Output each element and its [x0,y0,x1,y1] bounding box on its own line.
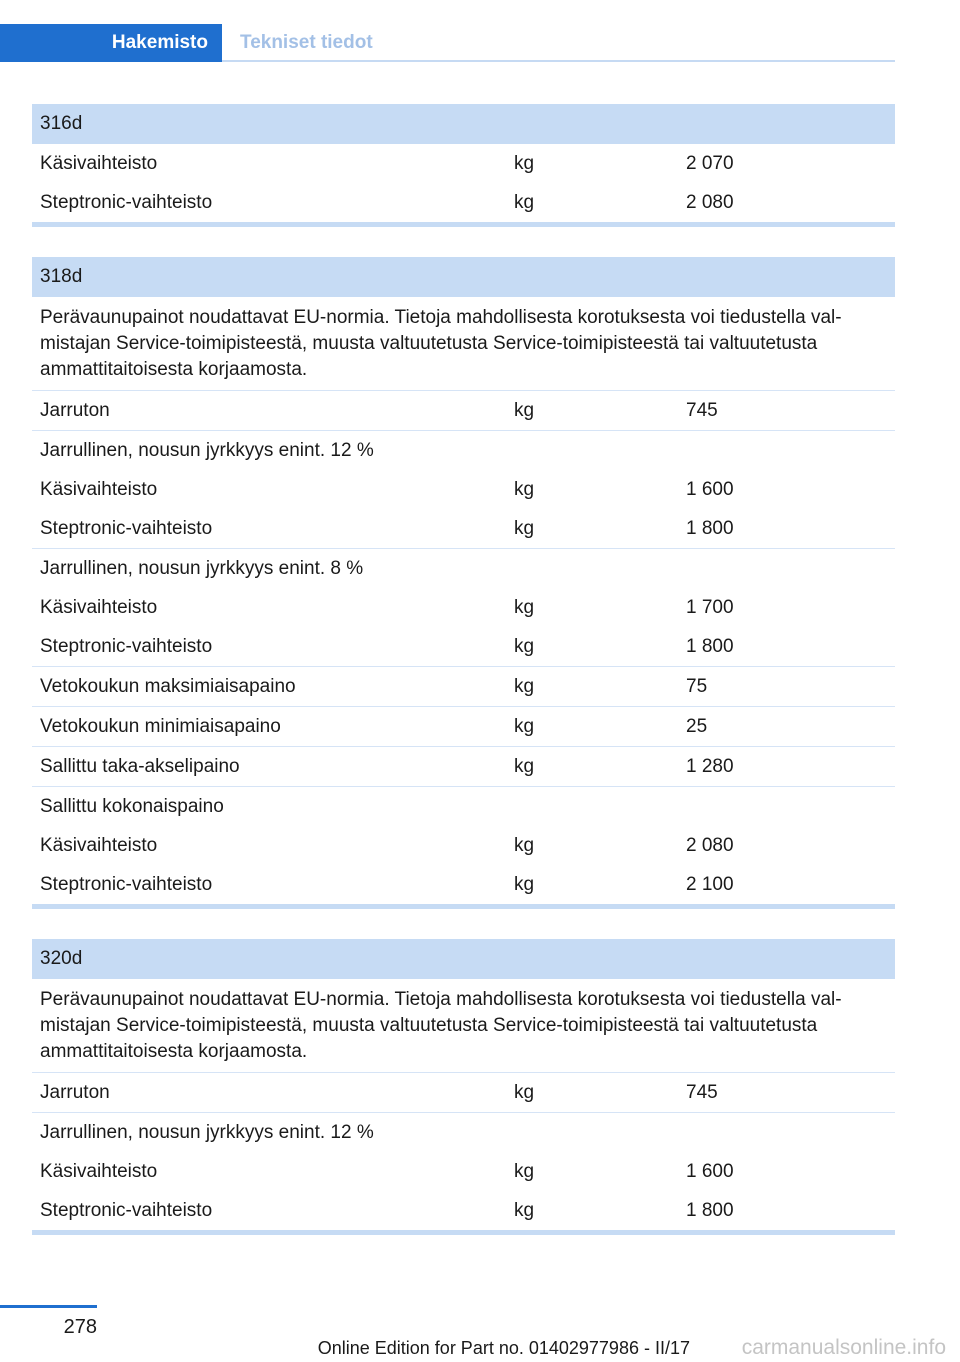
row-value: 1 280 [686,755,734,777]
edition-text: Online Edition for Part no. 01402977986 - II/17 [317,1338,690,1358]
row-label: Vetokoukun minimiaisapaino [40,715,281,737]
table-row [32,1112,895,1152]
tab-tekniset-tiedot[interactable]: Tekniset tiedot [240,32,373,53]
table-row [32,746,895,786]
row-value: 2 100 [686,873,734,895]
row-label: Sallittu kokonaispaino [40,795,224,817]
row-unit: kg [514,152,535,174]
table-row [32,627,895,666]
row-unit: kg [514,596,535,618]
row-unit: kg [514,1199,535,1221]
spec-section [32,257,895,909]
row-unit: kg [514,715,535,737]
table-row [32,865,895,904]
table-row [32,666,895,706]
row-label: Käsivaihteisto [40,1160,158,1182]
section-note: Perävaunupainot noudattavat EU-normia. Tietoja mahdollisesta korotuksesta voi tiedustella valmistajan Service-toimipisteestä, muusta valtuutetusta Service-toimipisteestä tai valtuutetusta ammattitaitoisesta korjaamosta. [40,307,842,380]
row-value: 745 [686,1081,718,1103]
row-unit: kg [514,478,535,500]
spec-section [32,104,895,227]
row-value: 2 080 [686,834,734,856]
row-label: Steptronic-vaihteisto [40,1199,213,1221]
row-unit: kg [514,517,535,539]
row-value: 2 070 [686,152,734,174]
page-number: 278 [63,1316,97,1338]
table-row [32,509,895,548]
row-label: Käsivaihteisto [40,834,158,856]
row-label: Käsivaihteisto [40,596,158,618]
row-label: Steptronic-vaihteisto [40,517,213,539]
tab-bar [0,24,895,62]
row-value: 25 [686,715,708,737]
section-end-rule [32,904,895,909]
row-unit: kg [514,1160,535,1182]
row-unit: kg [514,1081,535,1103]
table-row [32,1072,895,1112]
row-label: Jarruton [40,399,110,421]
row-label: Vetokoukun maksimiaisapaino [40,675,296,697]
table-row [32,1152,895,1191]
section-title: 318d [32,257,895,297]
section-end-rule [32,222,895,227]
row-value: 1 800 [686,517,734,539]
table-row [32,430,895,470]
section-end-rule [32,1230,895,1235]
row-label: Jarrullinen, nousun jyrkkyys enint. 12 % [40,439,374,461]
row-value: 75 [686,675,708,697]
table-row [32,786,895,826]
footer-accent-bar [0,1305,97,1308]
tab-hakemisto[interactable]: Hakemisto [0,24,222,62]
row-unit: kg [514,834,535,856]
row-label: Jarrullinen, nousun jyrkkyys enint. 12 % [40,1121,374,1143]
table-row [32,706,895,746]
row-unit: kg [514,755,535,777]
row-unit: kg [514,191,535,213]
table-row [32,548,895,588]
row-label: Steptronic-vaihteisto [40,191,213,213]
row-value: 1 600 [686,1160,734,1182]
table-row [32,470,895,509]
row-label: Käsivaihteisto [40,478,158,500]
row-unit: kg [514,399,535,421]
spec-section [32,939,895,1235]
table-row [32,826,895,865]
row-value: 1 700 [686,596,734,618]
table-row [32,588,895,627]
table-row [32,144,895,183]
row-value: 1 800 [686,1199,734,1221]
row-unit: kg [514,873,535,895]
row-label: Steptronic-vaihteisto [40,873,213,895]
watermark: carmanualsonline.info [741,1336,946,1359]
row-label: Jarrullinen, nousun jyrkkyys enint. 8 % [40,557,364,579]
row-unit: kg [514,635,535,657]
row-label: Käsivaihteisto [40,152,158,174]
section-title: 316d [32,104,895,144]
row-value: 2 080 [686,191,734,213]
row-value: 1 800 [686,635,734,657]
row-unit: kg [514,675,535,697]
row-label: Steptronic-vaihteisto [40,635,213,657]
section-note: Perävaunupainot noudattavat EU-normia. Tietoja mahdollisesta korotuksesta voi tiedustella valmistajan Service-toimipisteestä, muusta valtuutetusta Service-toimipisteestä tai valtuutetusta ammattitaitoisesta korjaamosta. [40,989,842,1062]
table-row [32,183,895,222]
table-row [32,390,895,430]
row-value: 1 600 [686,478,734,500]
row-label: Jarruton [40,1081,110,1103]
tab-underline [222,60,895,62]
table-row [32,1191,895,1230]
spec-tables [32,104,895,1265]
section-title: 320d [32,939,895,979]
row-label: Sallittu taka-akselipaino [40,755,240,777]
row-value: 745 [686,399,718,421]
